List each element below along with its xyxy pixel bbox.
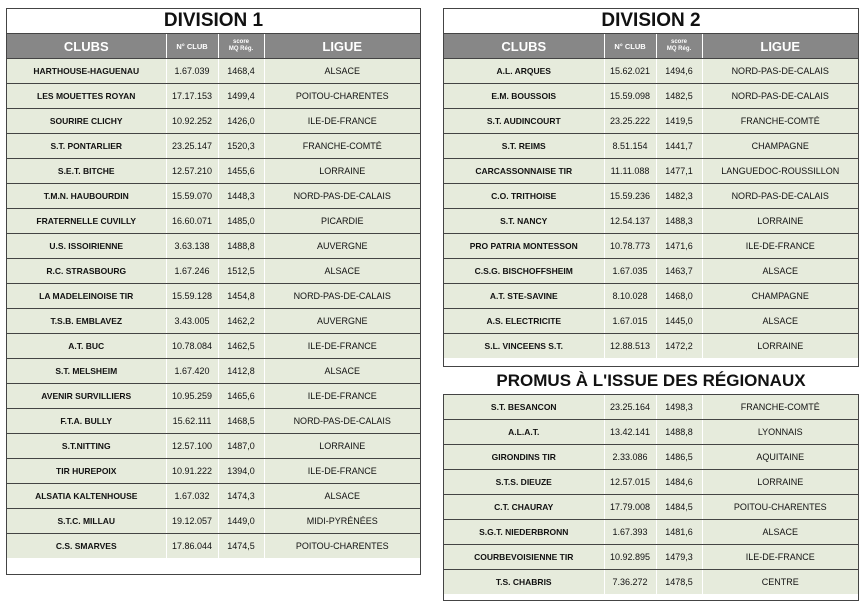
club-ligue: ALSACE xyxy=(702,309,858,334)
club-score: 1419,5 xyxy=(656,109,702,134)
club-name: C.S. SMARVES xyxy=(7,534,166,559)
club-name: T.S.B. EMBLAVEZ xyxy=(7,309,166,334)
club-ligue: FRANCHE-COMTÉ xyxy=(264,134,420,159)
club-number: 17.86.044 xyxy=(166,534,218,559)
header-score xyxy=(218,34,264,59)
table-row xyxy=(7,84,420,109)
division2-table xyxy=(444,34,858,358)
club-name: LA MADELEINOISE TIR xyxy=(7,284,166,309)
club-number: 8.51.154 xyxy=(604,134,656,159)
table-row xyxy=(7,409,420,434)
header-score-line1: score xyxy=(670,39,687,45)
club-name: TIR HUREPOIX xyxy=(7,459,166,484)
club-ligue: CHAMPAGNE xyxy=(702,284,858,309)
club-ligue: LORRAINE xyxy=(702,470,858,495)
club-name: U.S. ISSOIRIENNE xyxy=(7,234,166,259)
club-score: 1462,2 xyxy=(218,309,264,334)
club-number: 1.67.246 xyxy=(166,259,218,284)
table-row xyxy=(7,534,420,559)
club-number: 12.54.137 xyxy=(604,209,656,234)
table-row xyxy=(7,359,420,384)
table-row xyxy=(444,59,858,84)
club-name: S.T.S. DIEUZE xyxy=(444,470,604,495)
club-ligue: ILE-DE-FRANCE xyxy=(264,334,420,359)
club-name: S.G.T. NIEDERBRONN xyxy=(444,520,604,545)
club-score: 1478,5 xyxy=(656,570,702,595)
club-ligue: NORD-PAS-DE-CALAIS xyxy=(264,284,420,309)
table-row xyxy=(444,159,858,184)
club-score: 1481,6 xyxy=(656,520,702,545)
club-number: 10.78.773 xyxy=(604,234,656,259)
table-row xyxy=(444,334,858,359)
promus-body xyxy=(444,395,858,594)
table-row xyxy=(444,545,858,570)
club-ligue: POITOU-CHARENTES xyxy=(264,84,420,109)
header-score xyxy=(656,34,702,59)
header-ligue: LIGUE xyxy=(264,34,420,59)
club-ligue: LORRAINE xyxy=(702,334,858,359)
club-ligue: LORRAINE xyxy=(264,434,420,459)
club-number: 23.25.147 xyxy=(166,134,218,159)
club-score: 1474,5 xyxy=(218,534,264,559)
club-number: 10.78.084 xyxy=(166,334,218,359)
club-score: 1394,0 xyxy=(218,459,264,484)
club-ligue: FRANCHE-COMTÉ xyxy=(702,109,858,134)
table-row xyxy=(444,495,858,520)
club-ligue: FRANCHE-COMTÉ xyxy=(702,395,858,420)
club-ligue: ALSACE xyxy=(264,359,420,384)
table-row xyxy=(444,84,858,109)
table-row xyxy=(7,109,420,134)
club-ligue: LANGUEDOC-ROUSSILLON xyxy=(702,159,858,184)
club-number: 13.42.141 xyxy=(604,420,656,445)
club-ligue: ALSACE xyxy=(264,259,420,284)
table-row xyxy=(444,184,858,209)
club-name: SOURIRE CLICHY xyxy=(7,109,166,134)
club-name: PRO PATRIA MONTESSON xyxy=(444,234,604,259)
club-score: 1488,3 xyxy=(656,209,702,234)
table-row xyxy=(444,570,858,595)
header-score-line2: MQ Rég. xyxy=(666,46,692,52)
club-number: 12.57.100 xyxy=(166,434,218,459)
header-num-club: N° CLUB xyxy=(166,34,218,59)
club-number: 10.91.222 xyxy=(166,459,218,484)
club-score: 1479,3 xyxy=(656,545,702,570)
club-ligue: AUVERGNE xyxy=(264,309,420,334)
club-ligue: CHAMPAGNE xyxy=(702,134,858,159)
club-ligue: AQUITAINE xyxy=(702,445,858,470)
table-row xyxy=(7,384,420,409)
club-name: T.M.N. HAUBOURDIN xyxy=(7,184,166,209)
club-name: C.S.G. BISCHOFFSHEIM xyxy=(444,259,604,284)
table-row xyxy=(444,209,858,234)
club-ligue: ALSACE xyxy=(702,520,858,545)
club-score: 1485,0 xyxy=(218,209,264,234)
club-name: T.S. CHABRIS xyxy=(444,570,604,595)
club-number: 1.67.035 xyxy=(604,259,656,284)
club-name: S.T. AUDINCOURT xyxy=(444,109,604,134)
club-number: 1.67.032 xyxy=(166,484,218,509)
club-score: 1454,8 xyxy=(218,284,264,309)
club-name: S.T. NANCY xyxy=(444,209,604,234)
header-clubs: CLUBS xyxy=(444,34,604,59)
division2-header-row xyxy=(444,34,858,59)
club-score: 1499,4 xyxy=(218,84,264,109)
club-score: 1484,6 xyxy=(656,470,702,495)
club-name: AVENIR SURVILLIERS xyxy=(7,384,166,409)
club-name: GIRONDINS TIR xyxy=(444,445,604,470)
club-number: 23.25.164 xyxy=(604,395,656,420)
club-ligue: NORD-PAS-DE-CALAIS xyxy=(702,59,858,84)
division2-title: DIVISION 2 xyxy=(444,9,858,34)
table-row xyxy=(444,520,858,545)
club-name: S.E.T. BITCHE xyxy=(7,159,166,184)
club-score: 1445,0 xyxy=(656,309,702,334)
promus-table xyxy=(444,395,858,594)
club-ligue: ALSACE xyxy=(702,259,858,284)
club-ligue: ILE-DE-FRANCE xyxy=(702,545,858,570)
club-name: C.T. CHAURAY xyxy=(444,495,604,520)
club-name: C.O. TRITHOISE xyxy=(444,184,604,209)
club-name: E.M. BOUSSOIS xyxy=(444,84,604,109)
club-number: 12.57.015 xyxy=(604,470,656,495)
table-row xyxy=(7,209,420,234)
table-row xyxy=(7,59,420,84)
club-number: 12.57.210 xyxy=(166,159,218,184)
table-row xyxy=(7,509,420,534)
club-number: 1.67.039 xyxy=(166,59,218,84)
club-number: 1.67.420 xyxy=(166,359,218,384)
table-row xyxy=(444,470,858,495)
club-number: 16.60.071 xyxy=(166,209,218,234)
header-score-line1: score xyxy=(232,39,249,45)
club-number: 15.59.236 xyxy=(604,184,656,209)
table-row xyxy=(7,134,420,159)
club-ligue: POITOU-CHARENTES xyxy=(702,495,858,520)
club-score: 1494,6 xyxy=(656,59,702,84)
club-ligue: MIDI-PYRÉNÉES xyxy=(264,509,420,534)
club-score: 1468,4 xyxy=(218,59,264,84)
club-name: R.C. STRASBOURG xyxy=(7,259,166,284)
club-name: COURBEVOISIENNE TIR xyxy=(444,545,604,570)
club-number: 19.12.057 xyxy=(166,509,218,534)
club-ligue: LORRAINE xyxy=(264,159,420,184)
table-row xyxy=(444,234,858,259)
club-ligue: ILE-DE-FRANCE xyxy=(264,459,420,484)
club-score: 1465,6 xyxy=(218,384,264,409)
club-ligue: ALSACE xyxy=(264,59,420,84)
table-row xyxy=(444,284,858,309)
club-number: 3.43.005 xyxy=(166,309,218,334)
club-score: 1474,3 xyxy=(218,484,264,509)
club-score: 1484,5 xyxy=(656,495,702,520)
club-number: 17.17.153 xyxy=(166,84,218,109)
club-number: 1.67.015 xyxy=(604,309,656,334)
club-ligue: LYONNAIS xyxy=(702,420,858,445)
table-row xyxy=(7,484,420,509)
division1-panel xyxy=(6,8,421,575)
division2-body xyxy=(444,59,858,359)
table-row xyxy=(7,334,420,359)
club-ligue: ILE-DE-FRANCE xyxy=(264,384,420,409)
club-score: 1455,6 xyxy=(218,159,264,184)
club-number: 15.62.111 xyxy=(166,409,218,434)
club-name: A.T. STE-SAVINE xyxy=(444,284,604,309)
division1-header-row xyxy=(7,34,420,59)
table-row xyxy=(444,309,858,334)
club-number: 10.92.252 xyxy=(166,109,218,134)
club-number: 3.63.138 xyxy=(166,234,218,259)
division1-table xyxy=(7,34,420,558)
club-name: A.L. ARQUES xyxy=(444,59,604,84)
club-ligue: CENTRE xyxy=(702,570,858,595)
club-score: 1441,7 xyxy=(656,134,702,159)
table-row xyxy=(7,434,420,459)
club-name: A.L.A.T. xyxy=(444,420,604,445)
header-num-club: N° CLUB xyxy=(604,34,656,59)
club-score: 1482,5 xyxy=(656,84,702,109)
club-number: 7.36.272 xyxy=(604,570,656,595)
table-row xyxy=(444,445,858,470)
club-number: 8.10.028 xyxy=(604,284,656,309)
club-number: 2.33.086 xyxy=(604,445,656,470)
promus-panel xyxy=(443,394,859,601)
club-score: 1520,3 xyxy=(218,134,264,159)
division2-panel xyxy=(443,8,859,367)
header-score-line2: MQ Rég. xyxy=(228,46,254,52)
club-name: FRATERNELLE CUVILLY xyxy=(7,209,166,234)
club-ligue: NORD-PAS-DE-CALAIS xyxy=(702,84,858,109)
club-ligue: NORD-PAS-DE-CALAIS xyxy=(702,184,858,209)
club-number: 15.62.021 xyxy=(604,59,656,84)
club-ligue: NORD-PAS-DE-CALAIS xyxy=(264,409,420,434)
table-row xyxy=(7,259,420,284)
club-score: 1412,8 xyxy=(218,359,264,384)
table-row xyxy=(7,284,420,309)
club-ligue: LORRAINE xyxy=(702,209,858,234)
club-name: S.T.NITTING xyxy=(7,434,166,459)
division1-title: DIVISION 1 xyxy=(7,9,420,34)
club-name: ALSATIA KALTENHOUSE xyxy=(7,484,166,509)
club-name: S.L. VINCEENS S.T. xyxy=(444,334,604,359)
club-score: 1498,3 xyxy=(656,395,702,420)
club-name: S.T. REIMS xyxy=(444,134,604,159)
club-ligue: ALSACE xyxy=(264,484,420,509)
club-name: A.S. ELECTRICITE xyxy=(444,309,604,334)
table-row xyxy=(444,109,858,134)
club-name: A.T. BUC xyxy=(7,334,166,359)
club-name: CARCASSONNAISE TIR xyxy=(444,159,604,184)
division1-body xyxy=(7,59,420,559)
club-name: F.T.A. BULLY xyxy=(7,409,166,434)
club-score: 1488,8 xyxy=(218,234,264,259)
club-score: 1463,7 xyxy=(656,259,702,284)
club-score: 1468,0 xyxy=(656,284,702,309)
promus-title: PROMUS À L'ISSUE DES RÉGIONAUX xyxy=(496,371,806,390)
table-row xyxy=(7,234,420,259)
club-name: HARTHOUSE-HAGUENAU xyxy=(7,59,166,84)
club-score: 1477,1 xyxy=(656,159,702,184)
club-ligue: PICARDIE xyxy=(264,209,420,234)
club-name: S.T. PONTARLIER xyxy=(7,134,166,159)
club-score: 1472,2 xyxy=(656,334,702,359)
club-name: LES MOUETTES ROYAN xyxy=(7,84,166,109)
club-number: 11.11.088 xyxy=(604,159,656,184)
club-number: 12.88.513 xyxy=(604,334,656,359)
club-number: 15.59.098 xyxy=(604,84,656,109)
club-number: 10.92.895 xyxy=(604,545,656,570)
table-row xyxy=(444,395,858,420)
table-row xyxy=(7,309,420,334)
header-ligue: LIGUE xyxy=(702,34,858,59)
club-score: 1486,5 xyxy=(656,445,702,470)
club-score: 1512,5 xyxy=(218,259,264,284)
club-score: 1462,5 xyxy=(218,334,264,359)
club-score: 1468,5 xyxy=(218,409,264,434)
table-row xyxy=(444,134,858,159)
club-ligue: POITOU-CHARENTES xyxy=(264,534,420,559)
table-row xyxy=(7,159,420,184)
club-score: 1449,0 xyxy=(218,509,264,534)
club-number: 1.67.393 xyxy=(604,520,656,545)
club-score: 1471,6 xyxy=(656,234,702,259)
club-number: 10.95.259 xyxy=(166,384,218,409)
club-score: 1448,3 xyxy=(218,184,264,209)
club-number: 15.59.128 xyxy=(166,284,218,309)
club-number: 15.59.070 xyxy=(166,184,218,209)
club-number: 23.25.222 xyxy=(604,109,656,134)
club-number: 17.79.008 xyxy=(604,495,656,520)
club-score: 1488,8 xyxy=(656,420,702,445)
club-name: S.T.C. MILLAU xyxy=(7,509,166,534)
table-row xyxy=(7,184,420,209)
club-score: 1487,0 xyxy=(218,434,264,459)
club-ligue: NORD-PAS-DE-CALAIS xyxy=(264,184,420,209)
club-score: 1426,0 xyxy=(218,109,264,134)
club-score: 1482,3 xyxy=(656,184,702,209)
table-row xyxy=(7,459,420,484)
table-row xyxy=(444,420,858,445)
club-name: S.T. BESANCON xyxy=(444,395,604,420)
header-clubs: CLUBS xyxy=(7,34,166,59)
table-row xyxy=(444,259,858,284)
club-ligue: AUVERGNE xyxy=(264,234,420,259)
club-name: S.T. MELSHEIM xyxy=(7,359,166,384)
club-ligue: ILE-DE-FRANCE xyxy=(264,109,420,134)
club-ligue: ILE-DE-FRANCE xyxy=(702,234,858,259)
